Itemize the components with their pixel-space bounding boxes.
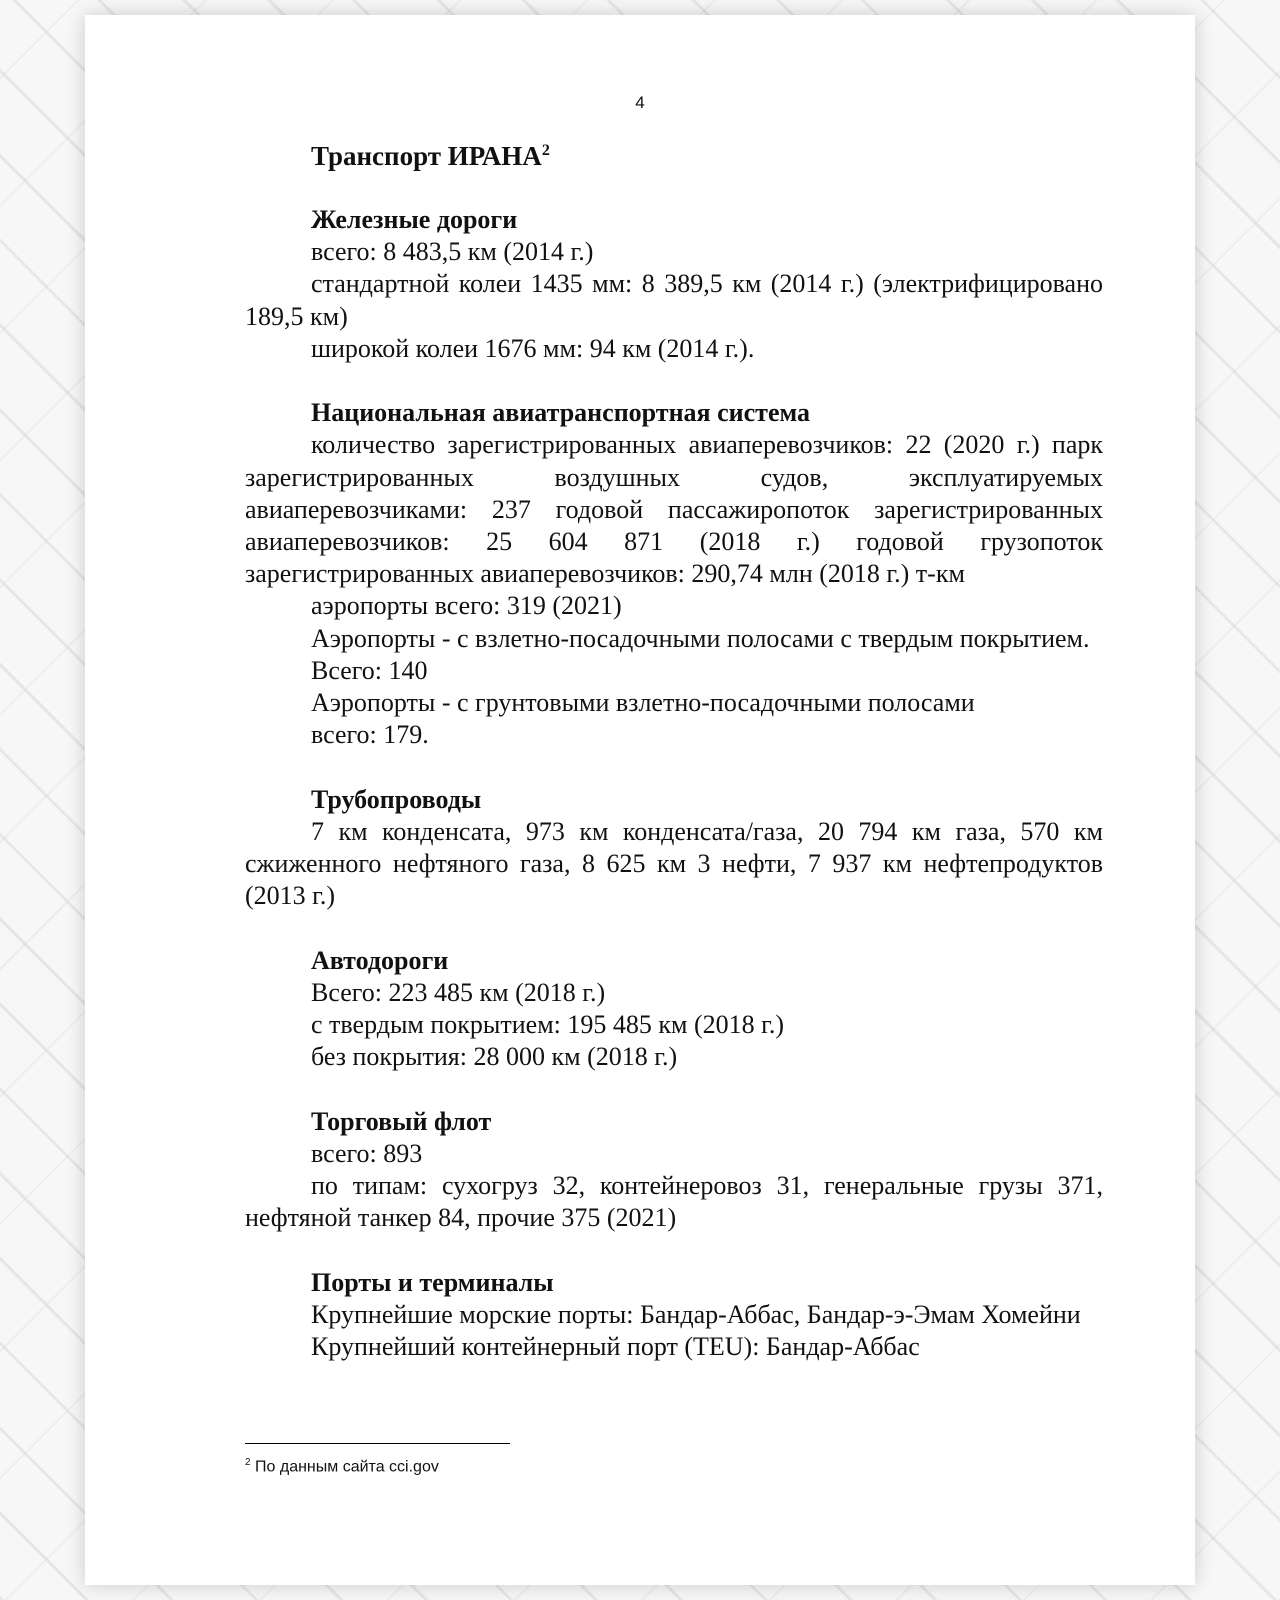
paragraph: Крупнейший контейнерный порт (TEU): Бандар-Аббас xyxy=(311,1332,920,1362)
paragraph: без покрытия: 28 000 км (2018 г.) xyxy=(311,1042,678,1072)
paragraph: количество зарегистрированных авиаперевозчиков: 22 (2020 г.) парк зарегистрированных воздушных судов, эксплуатируемых авиаперевозчиками: 237 годовой пассажиропоток зарегистрированных авиаперевозчиков: 25 604 871 (2018 г.) годовой грузопоток зарегистрированных авиаперевозчиков: 290,74 млн (2018 г.) т-км xyxy=(245,430,1103,589)
paragraph: всего: 8 483,5 км (2014 г.) xyxy=(311,237,594,267)
paragraph: стандартной колеи 1435 мм: 8 389,5 км (2014 г.) (электрифицировано 189,5 км) xyxy=(245,269,1103,331)
section-heading: Автодороги xyxy=(311,945,449,975)
section-heading: Железные дороги xyxy=(311,205,518,234)
paragraph: с твердым покрытием: 195 485 км (2018 г.) xyxy=(311,1010,785,1040)
footnote-divider xyxy=(245,1443,510,1444)
paragraph: Всего: 223 485 км (2018 г.) xyxy=(311,977,606,1007)
section xyxy=(245,784,1103,913)
page-number: 4 xyxy=(635,93,645,112)
section-heading: Торговый флот xyxy=(311,1106,492,1136)
paragraph: Крупнейшие морские порты: Бандар-Аббас, Бандар-э-Эмам Хомейни xyxy=(311,1299,1081,1329)
section xyxy=(245,945,1103,1074)
footnote-text: По данным сайта cci.gov xyxy=(255,1458,439,1476)
paragraph: 7 км конденсата, 973 км конденсата/газа, 20 794 км газа, 570 км сжиженного нефтяного газа, 8 625 км 3 нефти, 7 937 км нефтепродуктов (2013 г.) xyxy=(245,816,1103,911)
paragraph: Аэропорты - с грунтовыми взлетно-посадочными полосами xyxy=(311,688,975,718)
footnote xyxy=(245,1457,439,1476)
document-page xyxy=(85,15,1195,1585)
section xyxy=(245,1267,1103,1364)
paragraph: Аэропорты - с взлетно-посадочными полосами с твердым покрытием. xyxy=(311,623,1090,653)
paragraph: по типам: сухогруз 32, контейнеровоз 31, генеральные грузы 371, нефтяной танкер 84, прочие 375 (2021) xyxy=(245,1171,1103,1233)
section-heading: Трубопроводы xyxy=(311,784,482,814)
footnote-number: 2 xyxy=(245,1457,251,1468)
section-heading: Национальная авиатранспортная система xyxy=(311,398,811,428)
sections xyxy=(245,204,1103,1395)
section xyxy=(245,1106,1103,1235)
paragraph: Всего: 140 xyxy=(311,655,428,685)
section xyxy=(245,204,1103,365)
section xyxy=(245,397,1103,751)
paragraph: аэропорты всего: 319 (2021) xyxy=(311,591,622,621)
paragraph: всего: 893 xyxy=(311,1138,423,1168)
title-text: Транспорт ИРАНА xyxy=(311,141,542,171)
section-heading: Порты и терминалы xyxy=(311,1267,554,1297)
page-title xyxy=(311,135,550,172)
paragraph: широкой колеи 1676 мм: 94 км (2014 г.). xyxy=(311,333,755,363)
footnote-ref: 2 xyxy=(541,142,550,159)
paragraph: всего: 179. xyxy=(311,720,429,750)
